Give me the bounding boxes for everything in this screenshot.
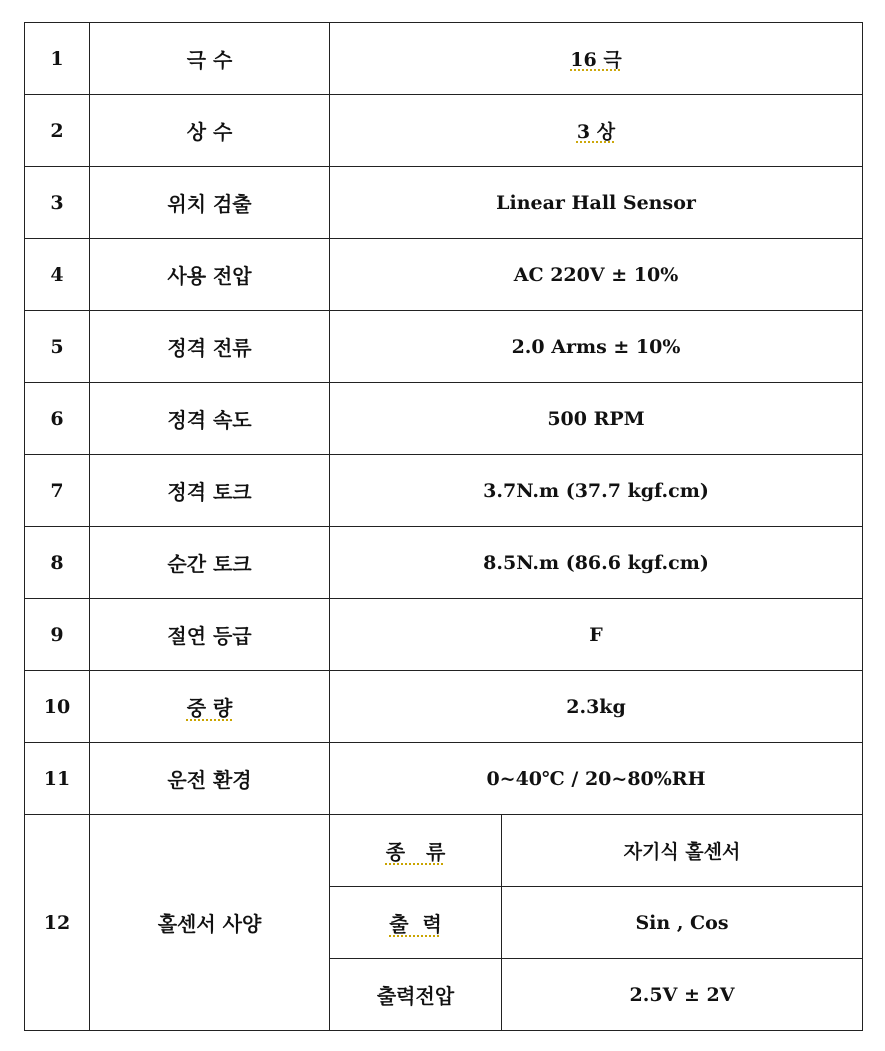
row-number: 6 [25, 383, 90, 455]
sub-item-label-text: 출 력 [389, 912, 442, 936]
item-name: 정격 토크 [90, 455, 330, 527]
sub-item-label-text: 종 류 [385, 840, 446, 864]
table-row [25, 527, 863, 599]
row-number: 1 [25, 23, 90, 95]
item-name: 위치 검출 [90, 167, 330, 239]
row-number: 7 [25, 455, 90, 527]
item-name-text: 중 량 [186, 696, 233, 720]
sub-item-label: 출력전압 [330, 959, 502, 1031]
table-row [25, 95, 863, 167]
item-value: F [330, 599, 863, 671]
item-value: AC 220V ± 10% [330, 239, 863, 311]
value-text: 3 상 [576, 121, 616, 143]
table-row [25, 167, 863, 239]
item-value: 0~40℃ / 20~80%RH [330, 743, 863, 815]
row-number: 3 [25, 167, 90, 239]
table-row [25, 239, 863, 311]
sub-item-label [330, 887, 502, 959]
table-row [25, 311, 863, 383]
sub-item-value: Sin , Cos [502, 887, 863, 959]
row-number: 2 [25, 95, 90, 167]
row-number: 5 [25, 311, 90, 383]
item-value [330, 95, 863, 167]
sub-item-value: 2.5V ± 2V [502, 959, 863, 1031]
motor-spec-table [24, 22, 863, 1031]
item-name: 상 수 [90, 95, 330, 167]
sub-item-value: 자기식 홀센서 [502, 815, 863, 887]
table-row [25, 671, 863, 743]
row-number: 10 [25, 671, 90, 743]
item-value: 8.5N.m (86.6 kgf.cm) [330, 527, 863, 599]
value-text: 16 극 [570, 49, 622, 71]
table-row [25, 455, 863, 527]
item-name: 정격 속도 [90, 383, 330, 455]
item-name: 사용 전압 [90, 239, 330, 311]
table-row [25, 599, 863, 671]
row-number: 4 [25, 239, 90, 311]
row-number: 8 [25, 527, 90, 599]
row-number: 9 [25, 599, 90, 671]
item-value: 3.7N.m (37.7 kgf.cm) [330, 455, 863, 527]
table-row [25, 743, 863, 815]
item-name: 정격 전류 [90, 311, 330, 383]
table-row [25, 23, 863, 95]
row-number: 12 [25, 815, 90, 1031]
item-name: 운전 환경 [90, 743, 330, 815]
sub-item-label [330, 815, 502, 887]
item-name: 극 수 [90, 23, 330, 95]
item-name [90, 671, 330, 743]
table-row [25, 815, 863, 887]
item-name: 홀센서 사양 [90, 815, 330, 1031]
item-value: 500 RPM [330, 383, 863, 455]
row-number: 11 [25, 743, 90, 815]
item-name: 순간 토크 [90, 527, 330, 599]
item-value: 2.3kg [330, 671, 863, 743]
item-value: 2.0 Arms ± 10% [330, 311, 863, 383]
table-row [25, 383, 863, 455]
item-value [330, 23, 863, 95]
item-name: 절연 등급 [90, 599, 330, 671]
item-value: Linear Hall Sensor [330, 167, 863, 239]
